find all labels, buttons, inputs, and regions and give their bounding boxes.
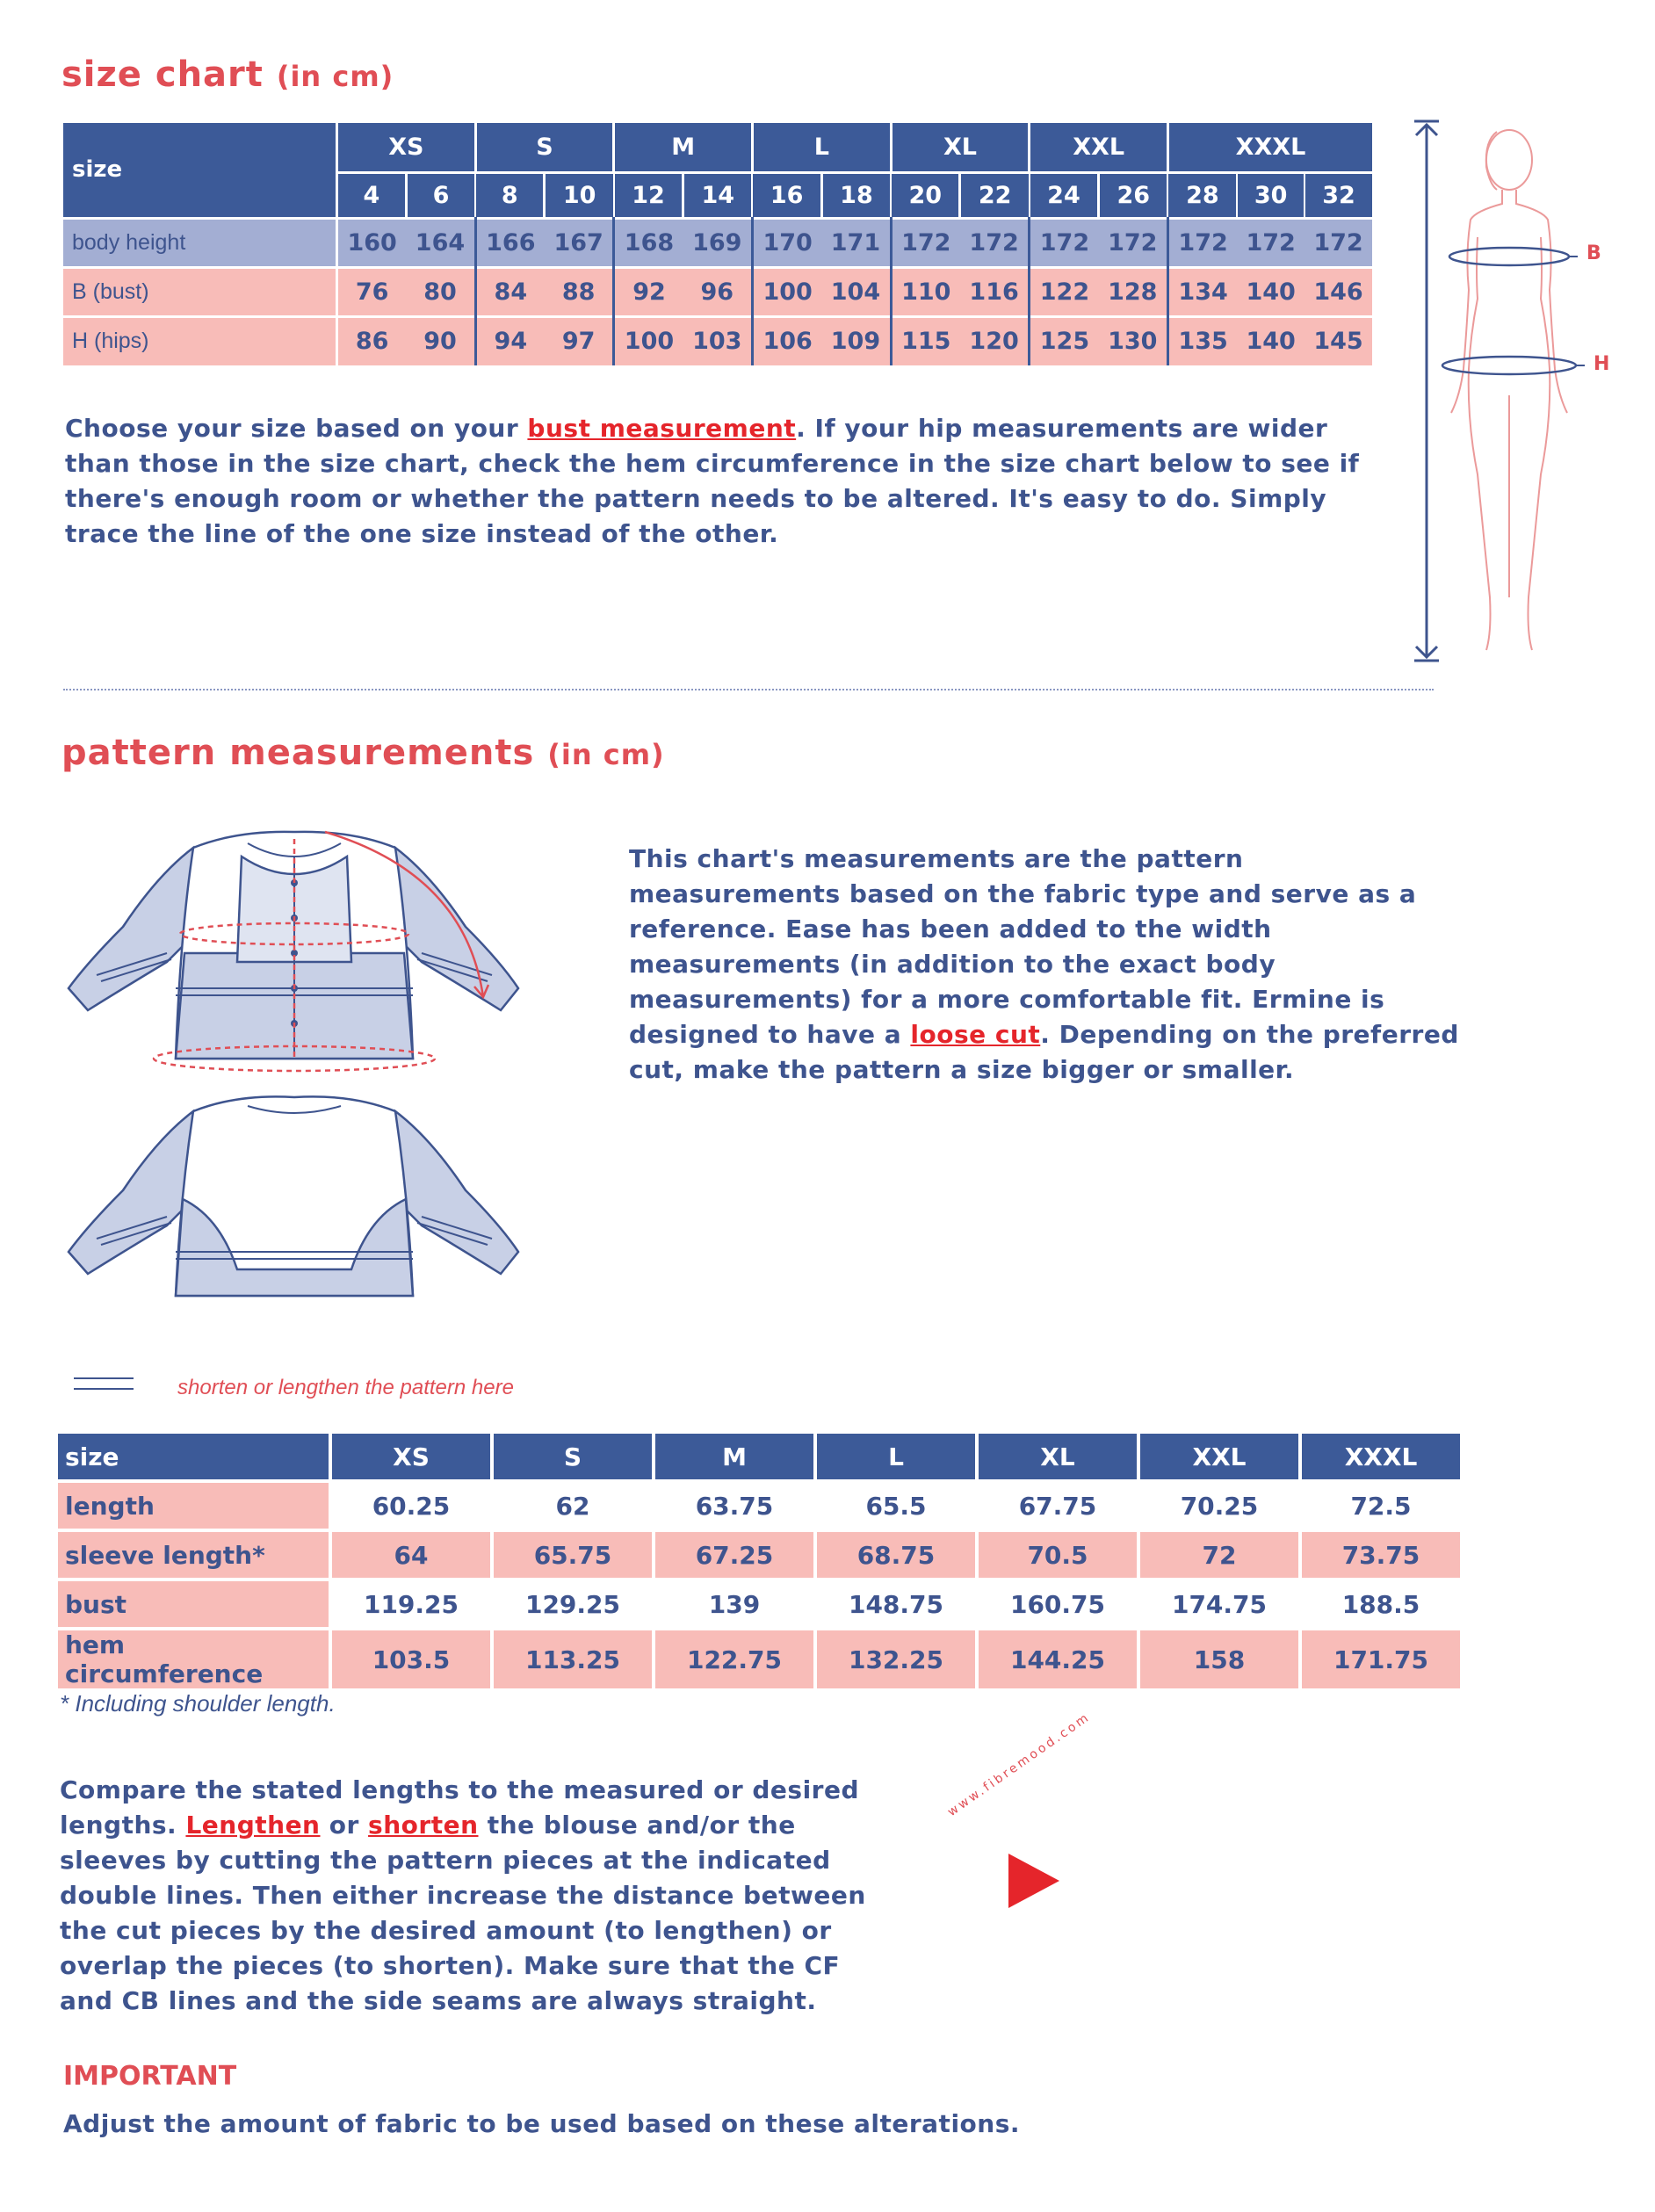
size-value-cell: 104 — [821, 267, 891, 316]
pattern-value-cell: 72 — [1138, 1530, 1300, 1579]
logo-text: www.fibremood.com — [945, 1710, 1094, 1820]
double-line-legend-icon — [74, 1377, 134, 1390]
size-number-header: 22 — [960, 172, 1030, 218]
group-header: XS — [337, 123, 476, 172]
size-value-cell: 76 — [337, 267, 407, 316]
size-number-header: 14 — [683, 172, 753, 218]
pattern-value-cell: 62 — [492, 1481, 654, 1530]
group-header: M — [614, 123, 753, 172]
size-number-header: 8 — [475, 172, 545, 218]
group-header: L — [752, 123, 891, 172]
intro-text-1: Choose your size based on your — [65, 414, 528, 443]
size-value-cell: 171 — [821, 218, 891, 267]
size-value-cell: 170 — [752, 218, 821, 267]
alter-text-2: or — [320, 1811, 369, 1840]
group-header: XXL — [1030, 123, 1168, 172]
section-divider — [63, 689, 1434, 690]
size-value-cell: 103 — [683, 316, 753, 365]
footnote: * Including shoulder length. — [60, 1690, 336, 1717]
size-number-header: 28 — [1167, 172, 1237, 218]
intro-text-2: . If your hip measurements are wider than those in the size chart, check the hem circumference in the size chart below to see if there's enough room or whether the pattern needs to be altered. It's easy to do. Simply trace the line of the one size instead of the other. — [65, 414, 1360, 548]
size-value-cell: 172 — [1030, 218, 1099, 267]
size-value-cell: 172 — [1167, 218, 1237, 267]
pattern-unit: (in cm) — [547, 738, 665, 771]
size-value-cell: 90 — [406, 316, 475, 365]
group-header: XXXL — [1167, 123, 1372, 172]
fibremood-logo[interactable] — [940, 1710, 1116, 1968]
size-number-header: 24 — [1030, 172, 1099, 218]
pattern-title — [61, 733, 665, 773]
pattern-value-cell: 65.5 — [815, 1481, 977, 1530]
pattern-value-cell: 65.75 — [492, 1530, 654, 1579]
row-label: B (bust) — [63, 267, 337, 316]
pattern-size-header: S — [492, 1434, 654, 1481]
size-value-cell: 140 — [1237, 267, 1304, 316]
pattern-row-label: length — [58, 1481, 330, 1530]
alter-text-1: Compare the stated lengths to the measured or desired lengths. — [60, 1775, 860, 1840]
intro-paragraph — [65, 411, 1383, 552]
blouse-front-illustration — [61, 821, 527, 1076]
pattern-value-cell: 129.25 — [492, 1579, 654, 1629]
row-label: body height — [63, 218, 337, 267]
bust-label: B — [1586, 242, 1601, 264]
pattern-value-cell: 60.25 — [330, 1481, 492, 1530]
pattern-size-header-label: size — [58, 1434, 330, 1481]
size-value-cell: 80 — [406, 267, 475, 316]
size-chart-title-text: size chart — [61, 54, 264, 95]
hips-label: H — [1594, 353, 1610, 375]
alteration-paragraph — [60, 1773, 894, 2019]
pattern-value-cell: 139 — [654, 1579, 815, 1629]
pattern-size-header: XXXL — [1300, 1434, 1462, 1481]
size-chart-table — [63, 123, 1372, 365]
pattern-value-cell: 160.75 — [977, 1579, 1138, 1629]
pattern-size-header: M — [654, 1434, 815, 1481]
size-number-header: 32 — [1304, 172, 1372, 218]
pattern-value-cell: 68.75 — [815, 1530, 977, 1579]
size-value-cell: 92 — [614, 267, 683, 316]
pattern-value-cell: 132.25 — [815, 1629, 977, 1688]
size-value-cell: 172 — [1304, 218, 1372, 267]
pattern-size-header: XXL — [1138, 1434, 1300, 1481]
size-value-cell: 122 — [1030, 267, 1099, 316]
lengthen-link[interactable]: Lengthen — [185, 1811, 321, 1840]
bust-measurement-link[interactable]: bust measurement — [527, 414, 797, 443]
pattern-value-cell: 144.25 — [977, 1629, 1138, 1688]
size-value-cell: 130 — [1099, 316, 1168, 365]
size-number-header: 10 — [545, 172, 614, 218]
group-header: XL — [891, 123, 1030, 172]
size-number-header: 18 — [821, 172, 891, 218]
size-value-cell: 109 — [821, 316, 891, 365]
size-number-header: 4 — [337, 172, 407, 218]
pattern-desc-text-2: . Depending on the preferred cut, make the pattern a size bigger or smaller. — [629, 1020, 1459, 1084]
size-value-cell: 160 — [337, 218, 407, 267]
pattern-desc-text-1: This chart's measurements are the pattern measurements based on the fabric type and serve as a reference. Ease has been added to the width measurements (in addition to the exact body measurements) for a more comfortable fit. Ermine is designed to have a — [629, 844, 1417, 1049]
size-value-cell: 164 — [406, 218, 475, 267]
size-number-header: 20 — [891, 172, 960, 218]
size-value-cell: 134 — [1167, 267, 1237, 316]
pattern-row-label: bust — [58, 1579, 330, 1629]
row-label: H (hips) — [63, 316, 337, 365]
size-value-cell: 167 — [545, 218, 614, 267]
size-value-cell: 100 — [614, 316, 683, 365]
pattern-value-cell: 188.5 — [1300, 1579, 1462, 1629]
pattern-measurements-table — [58, 1434, 1463, 1688]
pattern-value-cell: 122.75 — [654, 1629, 815, 1688]
size-value-cell: 169 — [683, 218, 753, 267]
size-value-cell: 145 — [1304, 316, 1372, 365]
size-value-cell: 172 — [891, 218, 960, 267]
group-header: S — [475, 123, 614, 172]
pattern-row-label: sleeve length* — [58, 1530, 330, 1579]
body-figure-illustration — [1406, 105, 1608, 676]
size-chart-unit: (in cm) — [276, 60, 394, 93]
pattern-description — [629, 842, 1463, 1088]
pattern-value-cell: 119.25 — [330, 1579, 492, 1629]
size-value-cell: 115 — [891, 316, 960, 365]
pattern-value-cell: 73.75 — [1300, 1530, 1462, 1579]
size-value-cell: 168 — [614, 218, 683, 267]
size-value-cell: 146 — [1304, 267, 1372, 316]
size-value-cell: 110 — [891, 267, 960, 316]
size-value-cell: 100 — [752, 267, 821, 316]
blouse-back-illustration — [61, 1094, 527, 1305]
pattern-value-cell: 72.5 — [1300, 1481, 1462, 1530]
size-value-cell: 84 — [475, 267, 545, 316]
size-value-cell: 120 — [960, 316, 1030, 365]
size-value-cell: 125 — [1030, 316, 1099, 365]
important-text: Adjust the amount of fabric to be used based on these alterations. — [63, 2109, 1021, 2138]
size-value-cell: 135 — [1167, 316, 1237, 365]
size-value-cell: 166 — [475, 218, 545, 267]
size-value-cell: 88 — [545, 267, 614, 316]
pattern-value-cell: 148.75 — [815, 1579, 977, 1629]
pattern-size-header: XL — [977, 1434, 1138, 1481]
size-number-header: 26 — [1099, 172, 1168, 218]
size-value-cell: 97 — [545, 316, 614, 365]
alter-text-3: the blouse and/or the sleeves by cutting the pattern pieces at the indicated double lines. Then either increase the distance between the cut pieces by the desired amount (to lengthen) or overlap the pieces (to shorten). Make sure that the CF and CB lines and the side seams are always straight. — [60, 1811, 866, 2015]
size-number-header: 30 — [1237, 172, 1304, 218]
size-value-cell: 172 — [1099, 218, 1168, 267]
pattern-value-cell: 158 — [1138, 1629, 1300, 1688]
pattern-value-cell: 63.75 — [654, 1481, 815, 1530]
pattern-size-header: L — [815, 1434, 977, 1481]
loose-cut-link[interactable]: loose cut — [910, 1020, 1041, 1049]
size-value-cell: 86 — [337, 316, 407, 365]
pattern-value-cell: 70.5 — [977, 1530, 1138, 1579]
size-value-cell: 106 — [752, 316, 821, 365]
pattern-value-cell: 174.75 — [1138, 1579, 1300, 1629]
size-number-header: 12 — [614, 172, 683, 218]
pattern-value-cell: 67.25 — [654, 1530, 815, 1579]
size-number-header: 16 — [752, 172, 821, 218]
pattern-title-text: pattern measurements — [61, 733, 535, 773]
pattern-value-cell: 70.25 — [1138, 1481, 1300, 1530]
pattern-value-cell: 103.5 — [330, 1629, 492, 1688]
size-value-cell: 172 — [1237, 218, 1304, 267]
shorten-link[interactable]: shorten — [368, 1811, 479, 1840]
size-value-cell: 172 — [960, 218, 1030, 267]
pattern-row-label: hem circumference — [58, 1629, 330, 1688]
pattern-value-cell: 67.75 — [977, 1481, 1138, 1530]
size-number-header: 6 — [406, 172, 475, 218]
pattern-value-cell: 171.75 — [1300, 1629, 1462, 1688]
size-chart-title — [61, 54, 394, 95]
legend-text: shorten or lengthen the pattern here — [177, 1376, 514, 1399]
size-value-cell: 94 — [475, 316, 545, 365]
pattern-size-header: XS — [330, 1434, 492, 1481]
pattern-value-cell: 113.25 — [492, 1629, 654, 1688]
size-value-cell: 128 — [1099, 267, 1168, 316]
play-icon — [940, 1792, 1116, 1968]
size-value-cell: 140 — [1237, 316, 1304, 365]
size-value-cell: 96 — [683, 267, 753, 316]
pattern-value-cell: 64 — [330, 1530, 492, 1579]
important-title: IMPORTANT — [63, 2061, 237, 2092]
size-value-cell: 116 — [960, 267, 1030, 316]
size-header-label: size — [63, 123, 337, 218]
